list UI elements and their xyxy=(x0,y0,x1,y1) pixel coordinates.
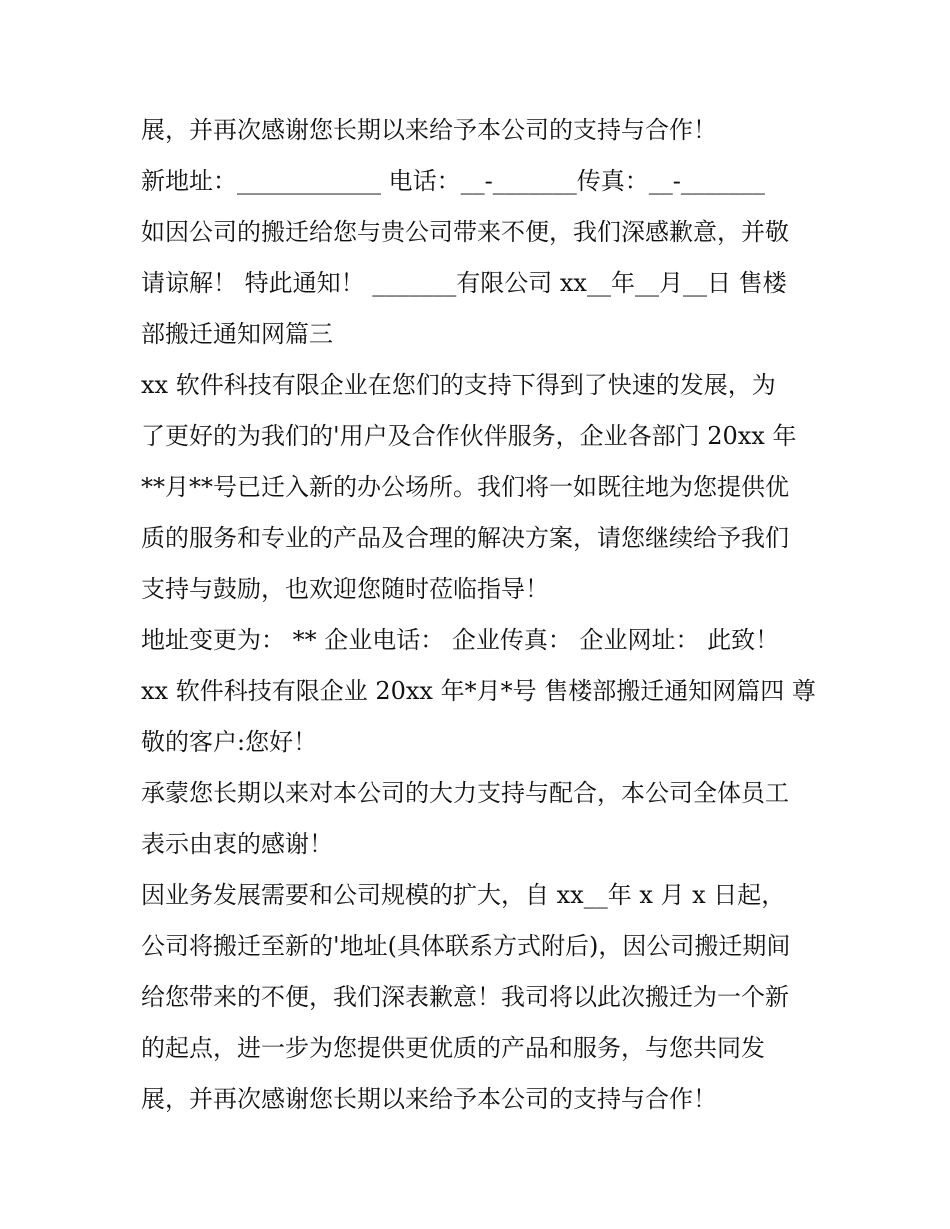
document-body xyxy=(141,105,821,1125)
text-line: 支持与鼓励，也欢迎您随时莅临指导！ xyxy=(141,575,549,603)
text-line: 如因公司的搬迁给您与贵公司带来不便，我们深感歉意，并敬 xyxy=(141,218,789,246)
text-line: 请谅解！ 特此通知！ _______有限公司 xx__年__月__日 售楼 xyxy=(141,269,787,297)
section-heading: 部搬迁通知网篇三 xyxy=(141,320,333,348)
text-line: 承蒙您长期以来对本公司的大力支持与配合，本公司全体员工 xyxy=(141,779,789,807)
text-line: 展，并再次感谢您长期以来给予本公司的支持与合作！ xyxy=(141,116,717,144)
text-line: **月**号已迁入新的办公场所。我们将一如既往地为您提供优 xyxy=(141,473,789,501)
text-line: 地址变更为： ** 企业电话： 企业传真： 企业网址： 此致！ xyxy=(141,626,780,654)
text-line: 敬的客户:您好！ xyxy=(141,728,318,756)
text-line: xx 软件科技有限企业在您们的支持下得到了快速的发展，为 xyxy=(141,371,776,399)
text-line: 了更好的为我们的'用户及合作伙伴服务，企业各部门 20xx 年 xyxy=(141,422,797,450)
text-line: 因业务发展需要和公司规模的扩大，自 xx__年 x 月 x 日起， xyxy=(141,881,786,909)
text-line: 表示由衷的感谢！ xyxy=(141,830,333,858)
text-line: 公司将搬迁至新的'地址(具体联系方式附后)，因公司搬迁期间 xyxy=(141,932,791,960)
text-line: 的起点，进一步为您提供更优质的产品和服务，与您共同发 xyxy=(141,1034,765,1062)
text-line: 质的服务和专业的产品及合理的解决方案，请您继续给予我们 xyxy=(141,524,789,552)
text-line: 展，并再次感谢您长期以来给予本公司的支持与合作！ xyxy=(141,1085,717,1113)
text-line: 新地址：____________ 电话：__-_______传真：__-_______ xyxy=(141,167,765,195)
text-line: 给您带来的不便，我们深表歉意！我司将以此次搬迁为一个新 xyxy=(141,983,789,1011)
text-line: xx 软件科技有限企业 20xx 年*月*号 售楼部搬迁通知网篇四 尊 xyxy=(141,677,816,705)
